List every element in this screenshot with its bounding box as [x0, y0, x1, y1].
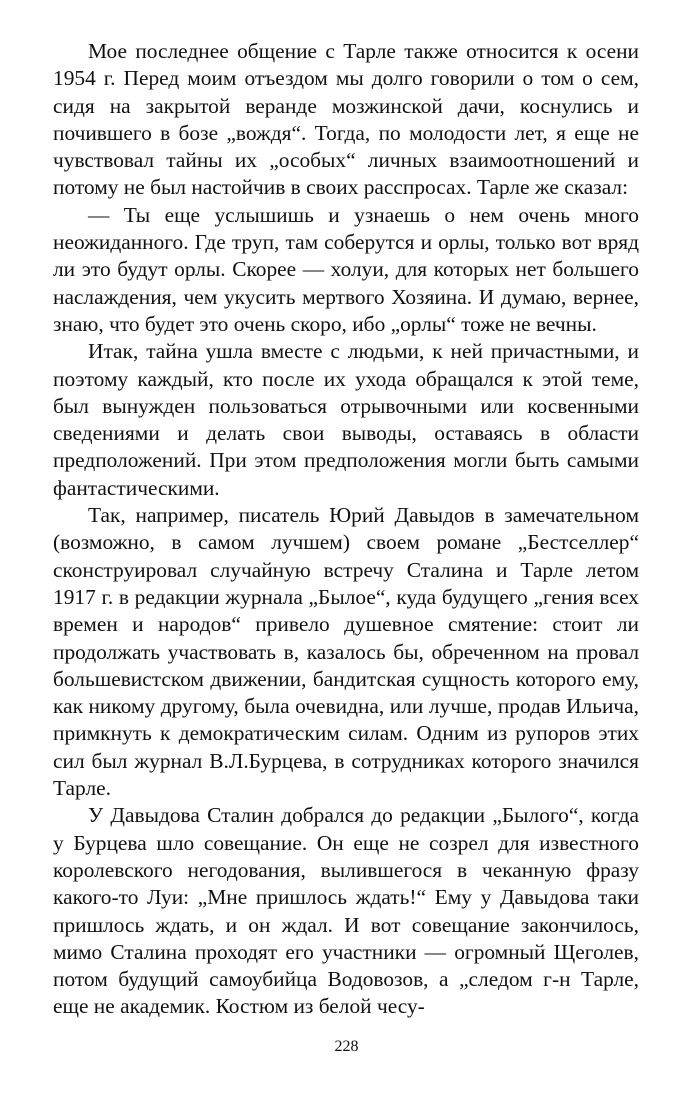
paragraph-5: У Давыдова Сталин добрался до редакции „Былого“, когда у Бурцева шло совещание. Он еще не созрел для известного королевского негодования, вылившегося в чеканную фразу какого-то Луи: „Мне пришлось ждать!“ Ему у Давыдова таки пришлось ждать, и он ждал. И вот совещание закончилось, мимо Сталина проходят его участники — огромный Щеголев, потом будущий самоубийца Водовозов, а „следом г-н Тарле, еще не академик. Костюм из белой чесу- [53, 803, 639, 1019]
page-body [53, 38, 639, 1021]
paragraph-4: Так, например, писатель Юрий Давыдов в замечательном (возможно, в самом лучшем) своем романе „Бестселлер“ сконструировал случайную встречу Сталина и Тарле летом 1917 г. в редакции журнала „Былое“, куда будущего „гения всех времен и народов“ привело душевное смятение: стоит ли продолжать участвовать в, казалось бы, обреченном на провал большевистском движении, бандитская сущность которого ему, как никому другому, была очевидна, или лучше, продав Ильича, примкнуть к демократическим силам. Одним из рупоров этих сил был журнал В.Л.Бурцева, в сотрудниках которого значился Тарле. [53, 503, 639, 801]
paragraph-2: — Ты еще услышишь и узнаешь о нем очень много неожиданного. Где труп, там соберутся и орлы, только вот вряд ли это будут орлы. Скорее — холуи, для которых нет большего наслаждения, чем укусить мертвого Хозяина. И думаю, вернее, знаю, что будет это очень скоро, ибо „орлы“ тоже не вечны. [53, 202, 639, 336]
paragraph-1: Мое последнее общение с Тарле также относится к осени 1954 г. Перед моим отъездом мы долго говорили о том о сем, сидя на закрытой веранде мозжинской дачи, коснулись и почившего в бозе „вождя“. Тогда, по молодости лет, я еще не чувствовал тайны их „особых“ личных взаимоотношений и потому не был настойчив в своих расспросах. Тарле же сказал: [53, 39, 639, 200]
page-number: 228 [334, 1038, 359, 1055]
paragraph-3: Итак, тайна ушла вместе с людьми, к ней причастными, и поэтому каждый, кто после их ухода обращался к этой теме, был вынужден пользоваться отрывочными или косвенными сведениями и делать свои выводы, оставаясь в области предположений. При этом предположения могли быть самыми фантастическими. [53, 339, 639, 500]
